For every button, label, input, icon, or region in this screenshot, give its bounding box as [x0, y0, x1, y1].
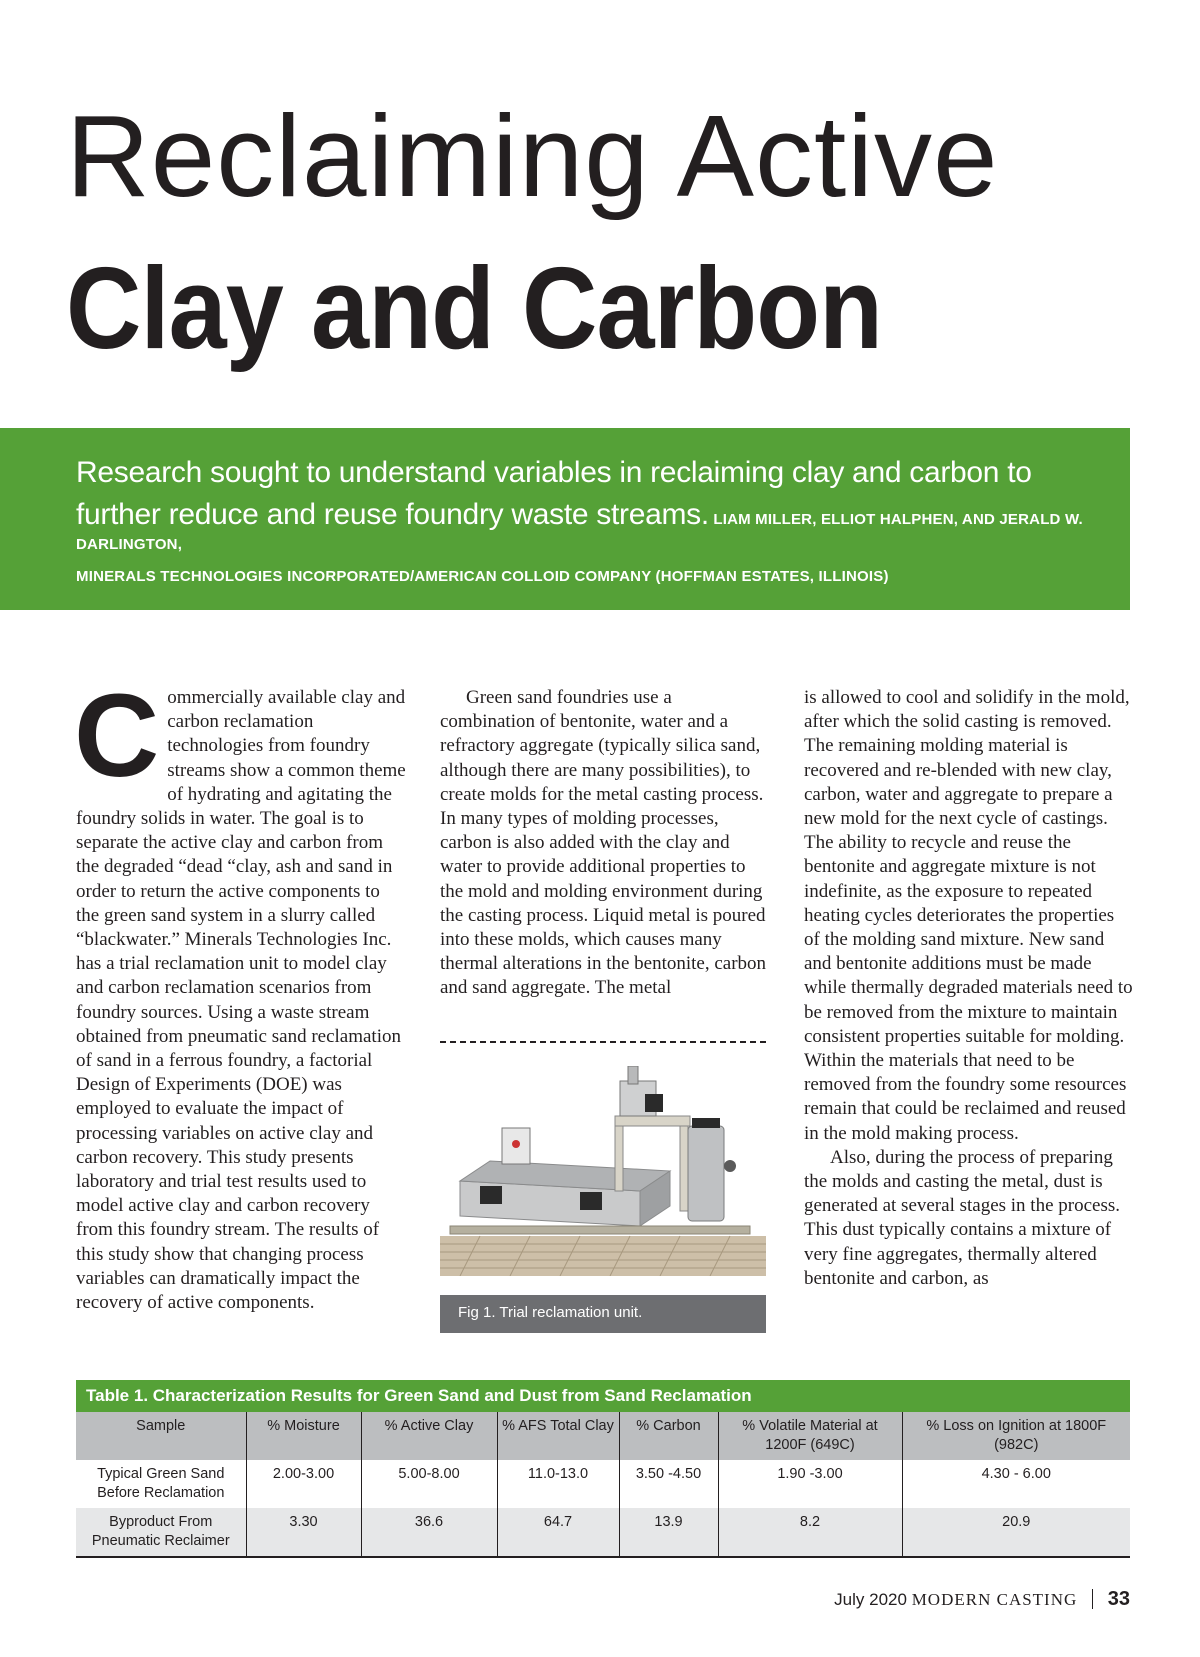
table-cell: 5.00-8.00 — [361, 1460, 497, 1508]
header-loss-on-ignition: % Loss on Ignition at 1800F (982C) — [902, 1412, 1130, 1460]
footer-separator — [1092, 1589, 1093, 1609]
header-moisture: % Moisture — [246, 1412, 361, 1460]
deck-authors: LIAM MILLER, ELLIOT HALPHEN, AND JERALD W. DARLINGTON, — [76, 511, 1083, 553]
body-paragraph-1: ommercially available clay and carbon reclamation technologies from foundry streams show a common theme of hydrating and agitating the foundry solids in water. The goal is to separate the active clay and carbon from the degraded “dead “clay, ash and sand in order to return the active components to the green sand system in a slurry called “blackwater.” Minerals Technologies Inc. has a trial reclamation unit to model clay and carbon reclamation scenarios from foundry sources. Using a waste stream obtained from pneumatic sand reclamation of sand in a ferrous foundry, a factorial Design of Experiments (DOE) was employed to evaluate the impact of processing variables on active clay and carbon recovery. This study presents laboratory and trial test results used to model active clay and carbon recovery from this foundry stream. The results of this study show that changing process variables can dramatically impact the recovery of active components. — [76, 687, 406, 1314]
body-paragraph-2: Green sand foundries use a combination of bentonite, water and a refractory aggregate (typically silica sand, although there are many possibilities), to create molds for the metal casting process. In many types of molding processes, carbon is also added with the clay and water to provide additional properties to the mold and molding environment during the casting process. Liquid metal is poured into these molds, which causes many thermal alterations in the bentonite, carbon and sand aggregate. The metal — [440, 687, 767, 999]
figure-caption: Fig 1. Trial reclamation unit. — [440, 1295, 766, 1333]
table-cell: Typical Green Sand Before Reclamation — [76, 1460, 246, 1508]
table-cell: 3.30 — [246, 1508, 361, 1557]
table-row — [76, 1460, 1130, 1508]
body-column-1 — [74, 670, 406, 1315]
drop-cap: C — [74, 670, 160, 802]
table-cell: 64.7 — [497, 1508, 619, 1557]
body-paragraph-3: is allowed to cool and solidify in the mold, after which the solid casting is removed. The remaining molding material is recovered and re-blended with new clay, carbon, water and aggregate to prepare a new mold for the next cycle of castings. The ability to recycle and reuse the bentonite and aggregate mixture is not indefinite, as the exposure to repeated heating cycles deteriorates the properties of the molding sand mixture. New sand and bentonite additions must be made while thermally degraded materials need to be removed from the mixture to maintain consistent properties suitable for molding. Within the materials that need to be removed from the foundry some resources remain that could be reclaimed and reused in the mold making process. — [804, 687, 1133, 1144]
table-cell: 36.6 — [361, 1508, 497, 1557]
header-active-clay: % Active Clay — [361, 1412, 497, 1460]
headline-line-2: Clay and Carbon — [66, 243, 883, 373]
footer-date: July 2020 — [834, 1590, 907, 1609]
header-afs-total-clay: % AFS Total Clay — [497, 1412, 619, 1460]
body-paragraph-4: Also, during the process of preparing the molds and casting the metal, dust is generated at several stages in the process. This dust typically contains a mixture of very fine aggregates, thermally altered bentonite and carbon, as — [804, 1146, 1121, 1289]
characterization-table — [76, 1380, 1130, 1558]
table-cell: 4.30 - 6.00 — [981, 1466, 1051, 1482]
table-row — [76, 1508, 1130, 1557]
table-cell: 20.9 — [902, 1508, 1130, 1557]
header-carbon: % Carbon — [619, 1412, 718, 1460]
reclamation-unit-illustration — [440, 1066, 766, 1276]
table-cell: 3.50 -4.50 — [619, 1460, 718, 1508]
table-cell: 1.90 -3.00 — [718, 1460, 902, 1508]
table-cell: 13.9 — [619, 1508, 718, 1557]
header-sample: Sample — [76, 1412, 246, 1460]
deck-banner — [0, 428, 1130, 610]
footer-magazine: MODERN CASTING — [911, 1590, 1078, 1609]
body-column-3 — [804, 686, 1134, 1291]
results-table — [76, 1412, 1130, 1558]
dashed-divider — [440, 1041, 766, 1043]
body-column-2 — [440, 686, 770, 1001]
page-footer — [834, 1588, 1130, 1611]
table-cell: 2.00-3.00 — [246, 1460, 361, 1508]
figure-photo — [440, 1066, 766, 1276]
table-header-row — [76, 1412, 1130, 1460]
table-cell: 11.0-13.0 — [497, 1460, 619, 1508]
headline-line-1: Reclaiming Active — [66, 91, 999, 221]
table-cell: 8.2 — [718, 1508, 902, 1557]
header-volatile-material: % Volatile Material at 1200F (649C) — [718, 1412, 902, 1460]
table-cell: Byproduct From Pneumatic Reclaimer — [76, 1508, 246, 1557]
page-number: 33 — [1107, 1588, 1130, 1610]
deck-affiliation: MINERALS TECHNOLOGIES INCORPORATED/AMERICAN COLLOID COMPANY (HOFFMAN ESTATES, ILLINOIS) — [76, 568, 889, 585]
deck-text: Research sought to understand variables in reclaiming clay and carbon to further reduce and reuse foundry waste streams. — [76, 456, 1032, 531]
table-title: Table 1. Characterization Results for Green Sand and Dust from Sand Reclamation — [76, 1380, 1130, 1412]
